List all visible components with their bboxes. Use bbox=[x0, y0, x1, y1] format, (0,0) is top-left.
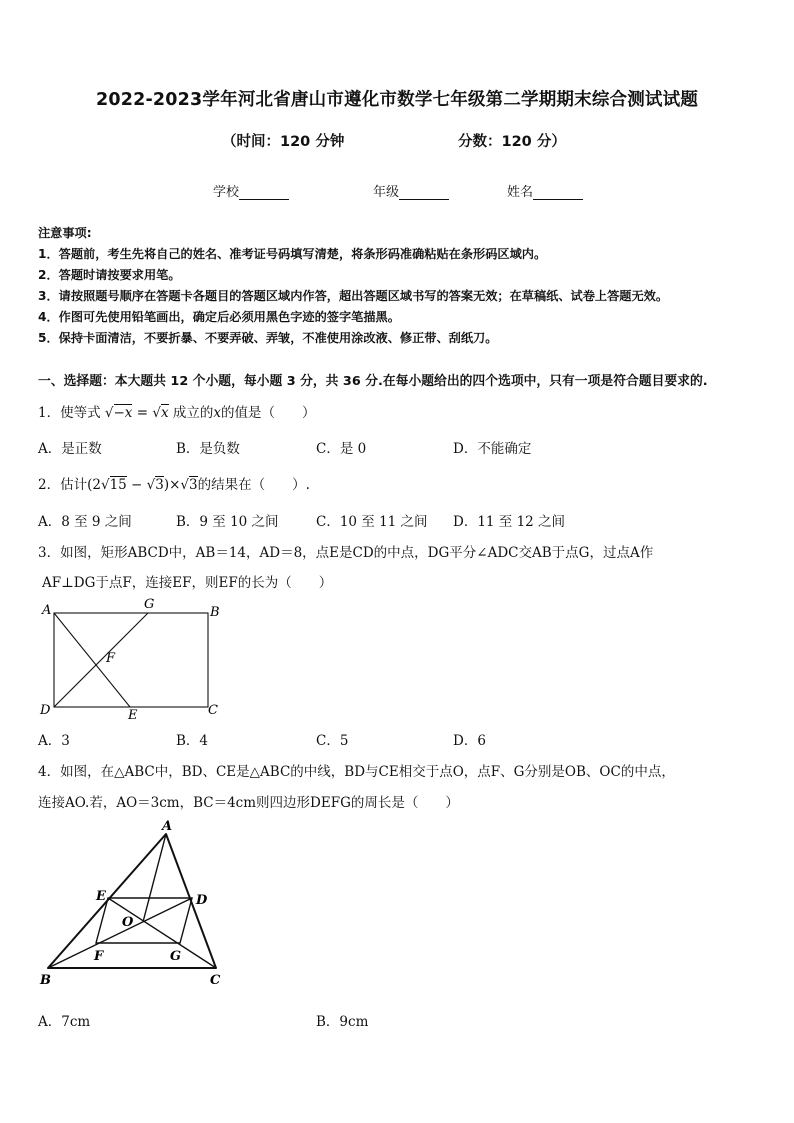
q1-option-b[interactable]: B．是负数 bbox=[176, 441, 240, 457]
note-item: 3．请按照题号顺序在答题卡各题目的答题区域内作答，超出答题区域书写的答案无效；在草稿纸、试卷上答题无效。 bbox=[38, 289, 669, 303]
school-field bbox=[213, 181, 289, 200]
q3-option-d[interactable]: D．6 bbox=[453, 733, 486, 749]
school-blank[interactable] bbox=[239, 186, 289, 200]
name-label: 姓名 bbox=[507, 185, 534, 200]
q1-equation: √−x = √x bbox=[104, 405, 169, 421]
segment-ce bbox=[108, 898, 216, 968]
rectangle-figure bbox=[36, 596, 236, 722]
question-3-line-2: AF⊥DG于点F，连接EF，则EF的长为（ ） bbox=[42, 575, 333, 591]
label-d: D bbox=[196, 893, 208, 908]
label-f: F bbox=[94, 949, 104, 964]
label-a: A bbox=[162, 819, 173, 834]
label-g: G bbox=[170, 949, 182, 964]
q2-option-d[interactable]: D．11 至 12 之间 bbox=[453, 514, 566, 530]
label-b: B bbox=[210, 605, 220, 620]
q1-text-pre: 1．使等式 bbox=[38, 405, 101, 421]
label-b: B bbox=[40, 973, 51, 988]
grade-label: 年级 bbox=[373, 185, 400, 200]
q2-text-pre: 2．估计 bbox=[38, 477, 88, 493]
q2-option-c[interactable]: C．10 至 11 之间 bbox=[316, 514, 428, 530]
note-item: 4．作图可先使用铅笔画出，确定后必须用黑色字迹的签字笔描黑。 bbox=[38, 310, 400, 324]
q1-var: x bbox=[213, 405, 221, 421]
grade-field bbox=[373, 181, 449, 200]
question-1 bbox=[38, 401, 315, 421]
q1-text-post2: 的值是（ ） bbox=[220, 405, 316, 421]
triangle-figure bbox=[36, 816, 236, 994]
school-label: 学校 bbox=[213, 185, 240, 200]
label-g: G bbox=[144, 597, 155, 612]
note-item: 1．答题前，考生先将自己的姓名、准考证号码填写清楚，将条形码准确粘贴在条形码区域内。 bbox=[38, 247, 547, 261]
q2-expression: (2√15 − √3)×√3 bbox=[87, 477, 198, 493]
q4-option-b[interactable]: B．9cm bbox=[316, 1014, 369, 1030]
q3-option-a[interactable]: A．3 bbox=[38, 733, 70, 749]
section-heading: 一、选择题：本大题共 12 个小题，每小题 3 分，共 36 分.在每小题给出的四个选项中，只有一项是符合题目要求的. bbox=[38, 374, 708, 389]
name-field bbox=[507, 181, 583, 200]
question-3-line-1: 3．如图，矩形ABCD中，AB＝14，AD＝8，点E是CD的中点，DG平分∠ADC交AB于点G，过点A作 bbox=[38, 545, 654, 561]
q1-option-c[interactable]: C．是 0 bbox=[316, 441, 367, 457]
page-title: 2022-2023学年河北省唐山市遵化市数学七年级第二学期期末综合测试试题 bbox=[95, 90, 699, 110]
segment-dg bbox=[54, 613, 148, 707]
question-4-line-2: 连接AO.若，AO＝3cm，BC＝4cm则四边形DEFG的周长是（ ） bbox=[38, 795, 459, 811]
q2-option-b[interactable]: B．9 至 10 之间 bbox=[176, 514, 279, 530]
exam-time: （时间：120 分钟 bbox=[222, 134, 345, 150]
q3-option-c[interactable]: C．5 bbox=[316, 733, 349, 749]
label-o: O bbox=[122, 915, 134, 930]
rect-abcd bbox=[54, 613, 208, 707]
segment-ae bbox=[54, 613, 130, 707]
question-4-line-1: 4．如图，在△ABC中，BD、CE是△ABC的中线，BD与CE相交于点O，点F、G分别是OB、OC的中点， bbox=[38, 764, 675, 780]
note-item: 2．答题时请按要求用笔。 bbox=[38, 268, 181, 282]
exam-score: 分数：120 分） bbox=[458, 134, 566, 150]
label-f: F bbox=[106, 651, 116, 666]
q2-option-a[interactable]: A．8 至 9 之间 bbox=[38, 514, 132, 530]
label-d: D bbox=[40, 703, 51, 718]
q4-option-a[interactable]: A．7cm bbox=[38, 1014, 91, 1030]
label-c: C bbox=[210, 973, 221, 988]
q1-option-d[interactable]: D．不能确定 bbox=[453, 441, 532, 457]
label-e: E bbox=[128, 708, 138, 722]
label-c: C bbox=[208, 703, 218, 718]
question-2 bbox=[38, 473, 310, 493]
q3-option-b[interactable]: B．4 bbox=[176, 733, 209, 749]
label-e: E bbox=[96, 889, 106, 904]
name-blank[interactable] bbox=[533, 186, 583, 200]
q1-text-post: 成立的 bbox=[172, 405, 214, 421]
grade-blank[interactable] bbox=[399, 186, 449, 200]
notes-heading: 注意事项: bbox=[38, 226, 92, 240]
label-a: A bbox=[42, 603, 52, 618]
note-item: 5．保持卡面清洁，不要折暴、不要弄破、弄皱，不准使用涂改液、修正带、刮纸刀。 bbox=[38, 331, 498, 345]
q2-text-post: 的结果在（ ）. bbox=[197, 477, 310, 493]
q1-option-a[interactable]: A．是正数 bbox=[38, 441, 102, 457]
